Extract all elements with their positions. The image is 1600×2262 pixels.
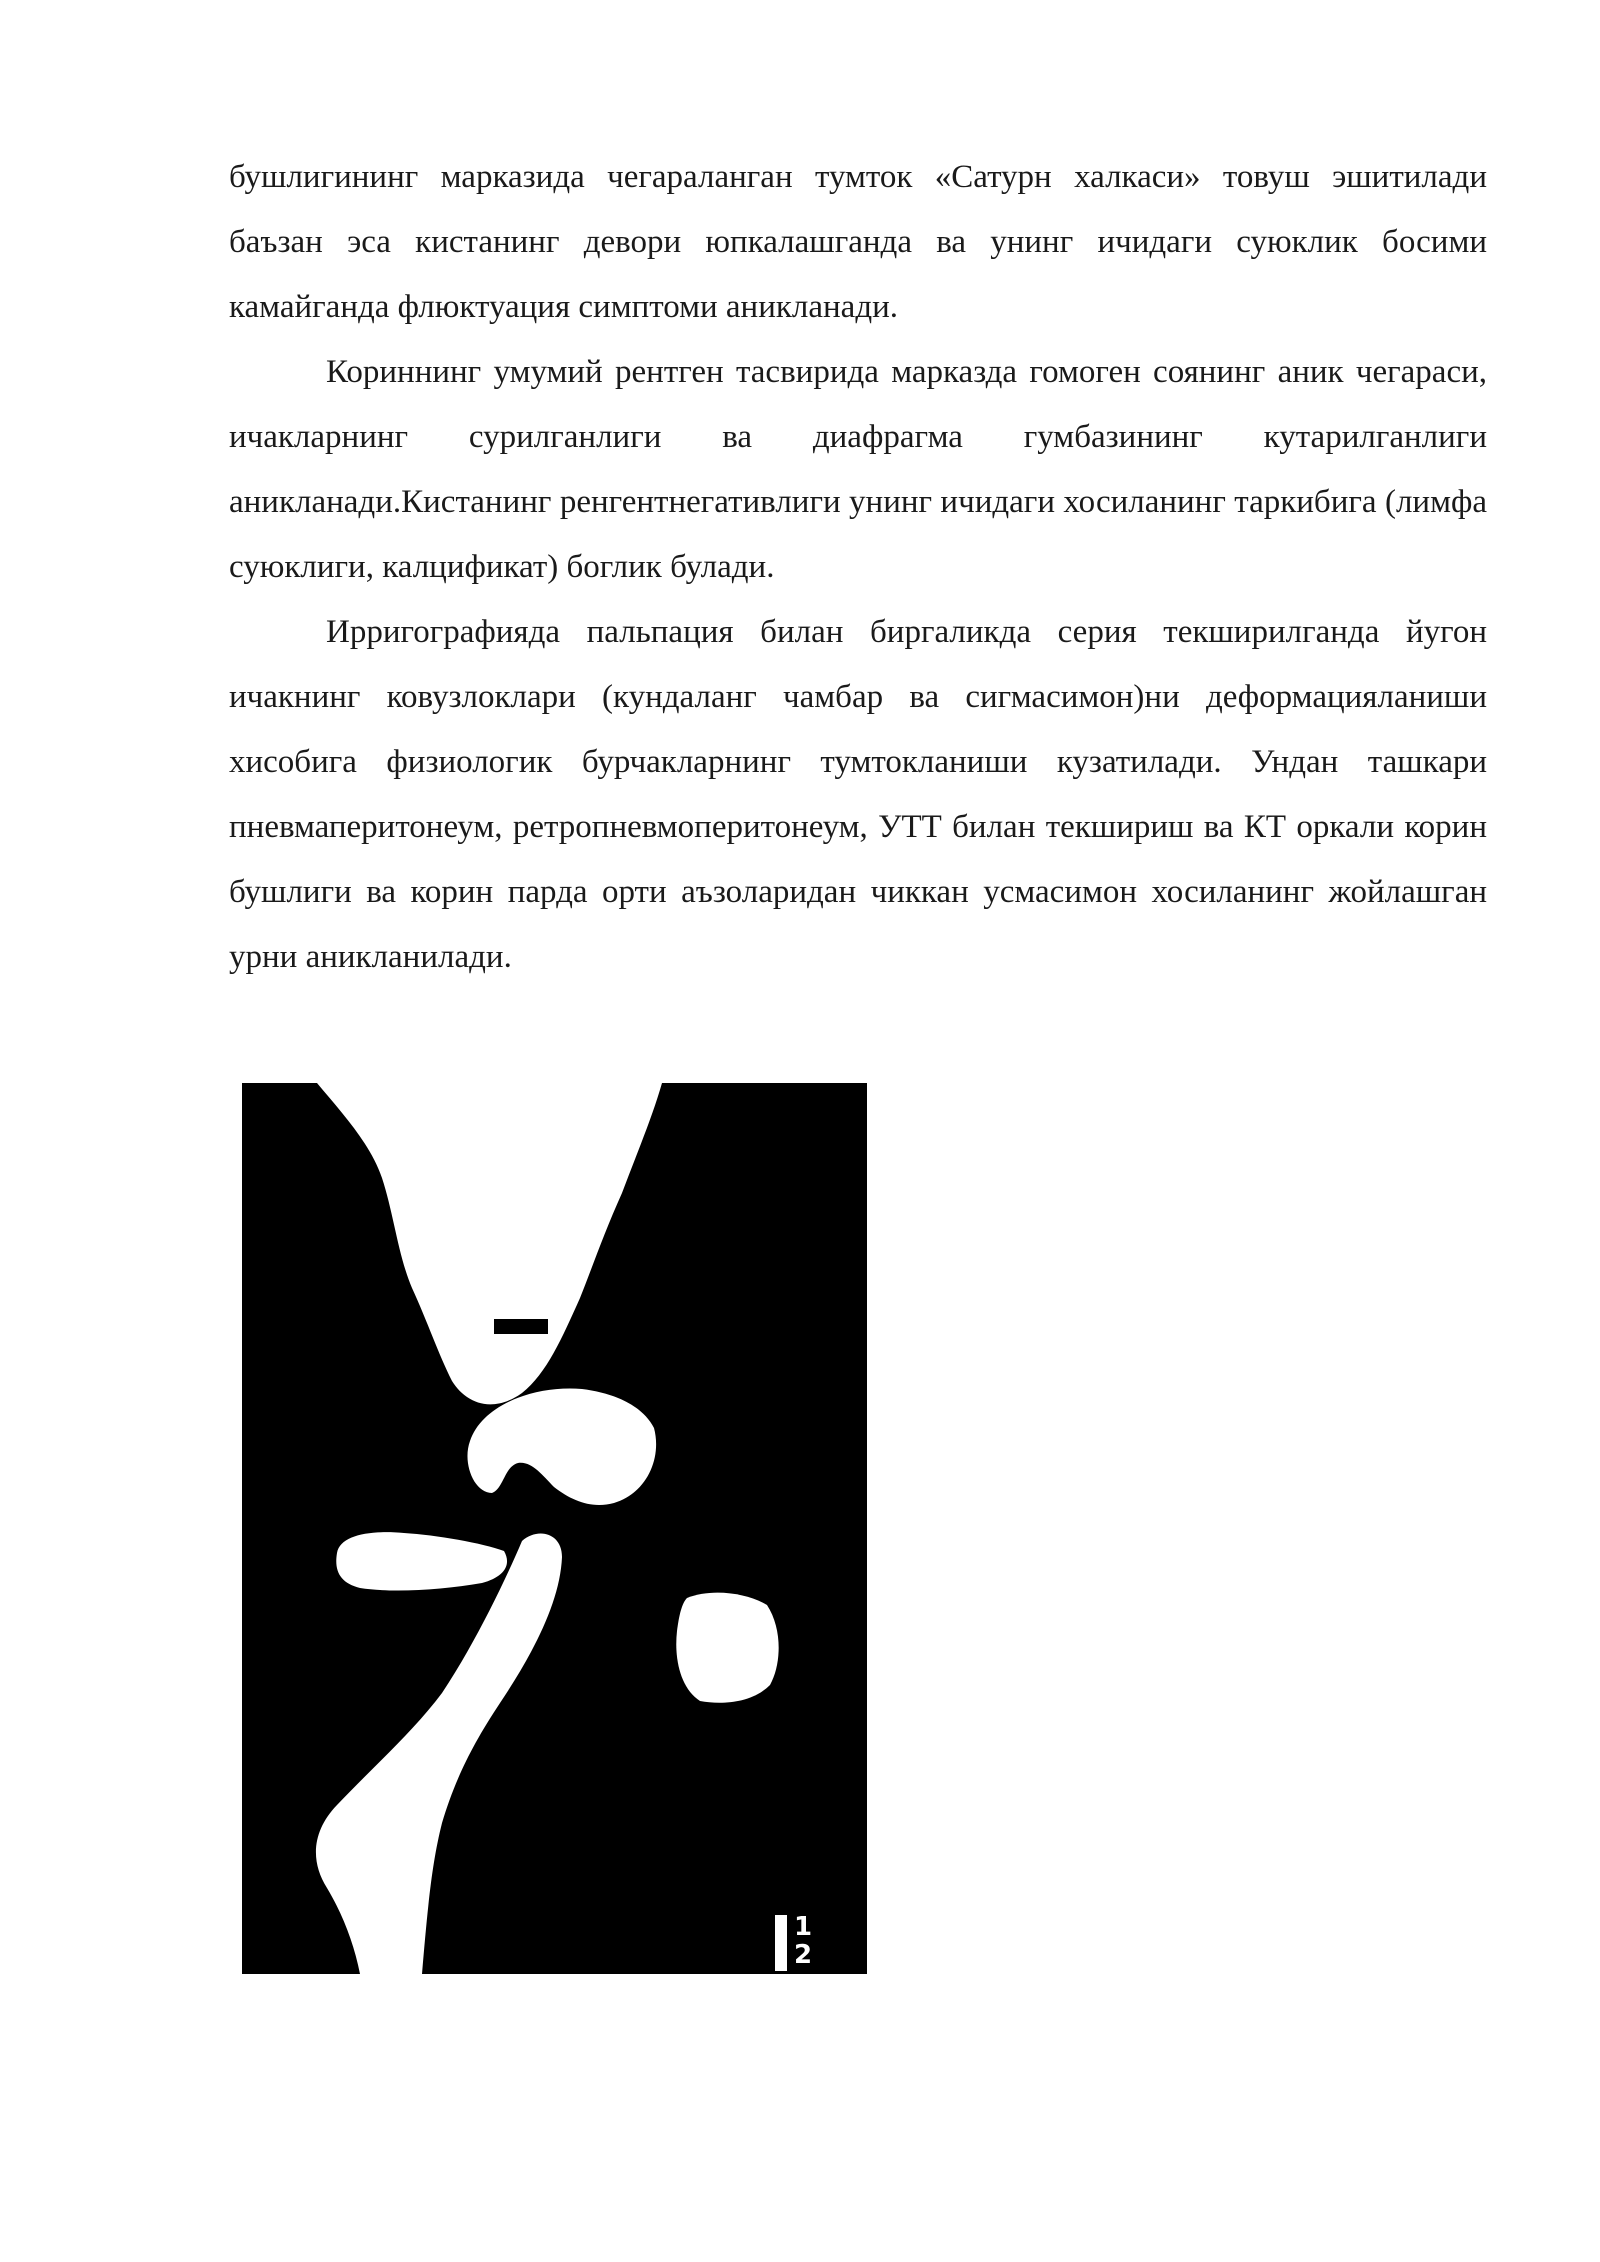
xray-figure	[242, 1083, 867, 1974]
paragraph-3: Ирригографияда пальпация билан биргаликда серия текширилганда йугон ичакнинг ковузлоклари (кундаланг чамбар ва сигмасимон)ни деформацияланиши хисобига физиологик бурчакларнинг тумтокланиши кузатилади. Ундан ташкари пневмаперитонеум, ретропневмоперитонеум, УТТ билан текшириш ва КТ оркали корин бушлиги ва корин парда орти аъзоларидан чиккан усмасимон хосиланинг жойлашган урни аникланилади.	[229, 614, 1487, 975]
figure-label-bottom: 2	[793, 1940, 813, 1970]
xray-image	[242, 1083, 867, 1974]
figure-label-top: 1	[793, 1912, 813, 1942]
paragraph-1: бушлигининг марказида чегараланган тумток «Сатурн халкаси» товуш эшитилади баъзан эса кистанинг девори юпкалашганда ва унинг ичидаги суюклик босими камайганда флюктуация симптоми аникланади.	[229, 159, 1487, 325]
body-text	[229, 145, 1487, 990]
paragraph-2: Кориннинг умумий рентген тасвирида марказда гомоген соянинг аник чегараси, ичакларнинг сурилганлиги ва диафрагма гумбазининг кутарилганлиги аникланади.Кистанинг ренгентнегативлиги унинг ичидаги хосиланинг таркибига (лимфа суюклиги, калцификат) боглик булади.	[229, 354, 1487, 585]
